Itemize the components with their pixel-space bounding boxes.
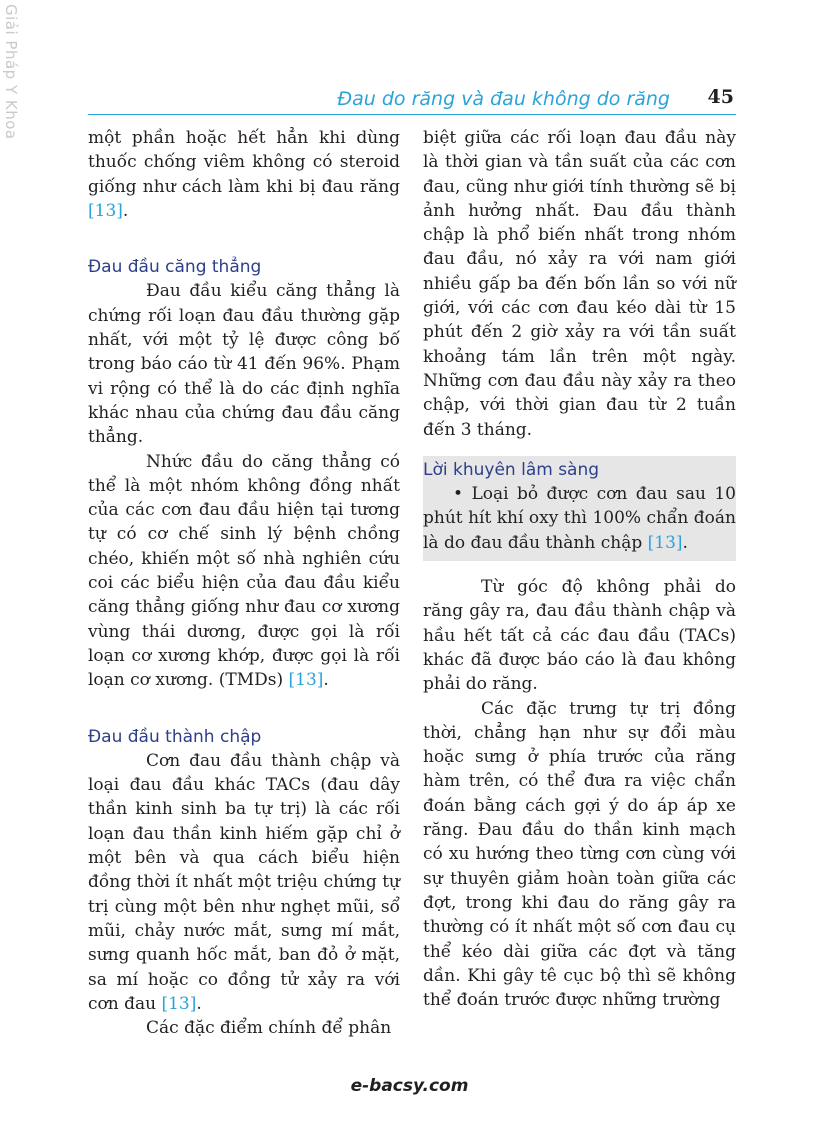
paragraph: Từ góc độ không phải do răng gây ra, đau đầu thành chập và hầu hết tất cả các đau đầu (TACs) khác đã được báo cáo là đau không phải do răng.	[423, 577, 736, 695]
page-number: 45	[707, 86, 734, 108]
paragraph-text: một phần hoặc hết hẳn khi dùng thuốc chống viêm không có steroid giống như cách làm khi bị đau răng	[88, 128, 400, 197]
section-heading: Đau đầu căng thẳng	[88, 257, 262, 278]
tip-text: • Loại bỏ được cơn đau sau 10 phút hít khí oxy thì 100% chẩn đoán là do đau đầu thành chập [13].	[423, 484, 736, 553]
paragraph: Nhức đầu do căng thẳng có thể là một nhóm không đồng nhất của các cơn đau đầu hiện tại tương tự có cơ chế sinh lý bệnh chồng chéo, khiến một số nhà nghiên cứu coi các biểu hiện của đau đầu kiểu căng thẳng giống như đau cơ xương vùng thái dương, được gọi là rối loạn cơ xương khớp, được gọi là rối loạn cơ xương. (TMDs) [13].	[88, 451, 400, 691]
right-column	[423, 126, 736, 1012]
footer-site: e-bacsy.com	[350, 1076, 469, 1096]
paragraph: một phần hoặc hết hẳn khi dùng thuốc chống viêm không có steroid giống như cách làm khi bị đau răng [13].	[88, 128, 400, 221]
left-column	[88, 126, 400, 1040]
paragraph: Các đặc trưng tự trị đồng thời, chẳng hạn như sự đổi màu hoặc sưng ở phía trước của răng hàm trên, có thể đưa ra việc chẩn đoán bằng cách gợi ý do áp áp xe răng. Đau đầu do thần kinh mạch có xu hướng theo từng cơn cùng với sự thuyên giảm hoàn toàn giữa các đợt, trong khi đau do răng gây ra thường có ít nhất một số cơn đau cụ thể kéo dài giữa các đợt và tăng dần. Khi gây tê cục bộ thì sẽ không thể đoán trước được những trường	[423, 698, 736, 1011]
paragraph: Đau đầu kiểu căng thẳng là chứng rối loạn đau đầu thường gặp nhất, với một tỷ lệ được công bố trong báo cáo từ 41 đến 96%. Phạm vi rộng có thể là do các định nghĩa khác nhau của chứng đau đầu căng thẳng.	[88, 281, 400, 448]
tip-text-body: • Loại bỏ được cơn đau sau 10 phút hít khí oxy thì 100% chẩn đoán là do đau đầu thành chập	[423, 484, 736, 553]
citation: [13]	[647, 532, 683, 553]
citation: [13]	[88, 200, 123, 221]
clinical-tip-box	[423, 456, 736, 561]
header-title: Đau do răng và đau không do răng	[337, 88, 670, 110]
paragraph: Cơn đau đầu thành chập và loại đau đầu khác TACs (đau dây thần kinh sinh ba tự trị) là các rối loạn đau thần kinh hiếm gặp chỉ ở một bên và qua cách biểu hiện đồng thời ít nhất một triệu chứng tự trị cùng một bên như nghẹt mũi, sổ mũi, chảy nước mắt, sưng mí mắt, sưng quanh hốc mắt, ban đỏ ở mặt, sa mí hoặc co đồng tử xảy ra với cơn đau [13].	[88, 750, 400, 1014]
paragraph-text: Cơn đau đầu thành chập và loại đau đầu khác TACs (đau dây thần kinh sinh ba tự trị) là các rối loạn đau thần kinh hiếm gặp chỉ ở một bên và qua cách biểu hiện đồng thời ít nhất một triệu chứng tự trị cùng một bên như nghẹt mũi, sổ mũi, chảy nước mắt, sưng mí mắt, sưng quanh hốc mắt, ban đỏ ở mặt, sa mí hoặc co đồng tử xảy ra với cơn đau	[88, 750, 400, 1014]
running-header	[88, 86, 736, 115]
paragraph: Các đặc điểm chính để phân	[146, 1018, 392, 1039]
citation: [13]	[161, 993, 197, 1014]
paragraph-text: Nhức đầu do căng thẳng có thể là một nhóm không đồng nhất của các cơn đau đầu hiện tại tương tự có cơ chế sinh lý bệnh chồng chéo, khiến một số nhà nghiên cứu coi các biểu hiện của đau đầu kiểu căng thẳng giống như đau cơ xương vùng thái dương, được gọi là rối loạn cơ xương khớp, được gọi là rối loạn cơ xương. (TMDs)	[88, 451, 400, 691]
side-title: Giải Pháp Y Khoa	[2, 4, 20, 140]
citation: [13]	[288, 670, 324, 691]
tip-title: Lời khuyên lâm sàng	[423, 459, 600, 480]
paragraph: biệt giữa các rối loạn đau đầu này là thời gian và tần suất của các cơn đau, cũng như giới tính thường sẽ bị ảnh hưởng nhất. Đau đầu thành chập là phổ biến nhất trong nhóm đau đầu, nó xảy ra với nam giới nhiều gấp ba đến bốn lần so với nữ giới, với các cơn đau kéo dài từ 15 phút đến 2 giờ xảy ra với tần suất khoảng tám lần trên một ngày. Những cơn đau đầu này xảy ra theo chập, với thời gian đau từ 2 tuần đến 3 tháng.	[423, 128, 736, 440]
section-heading: Đau đầu thành chập	[88, 726, 262, 747]
